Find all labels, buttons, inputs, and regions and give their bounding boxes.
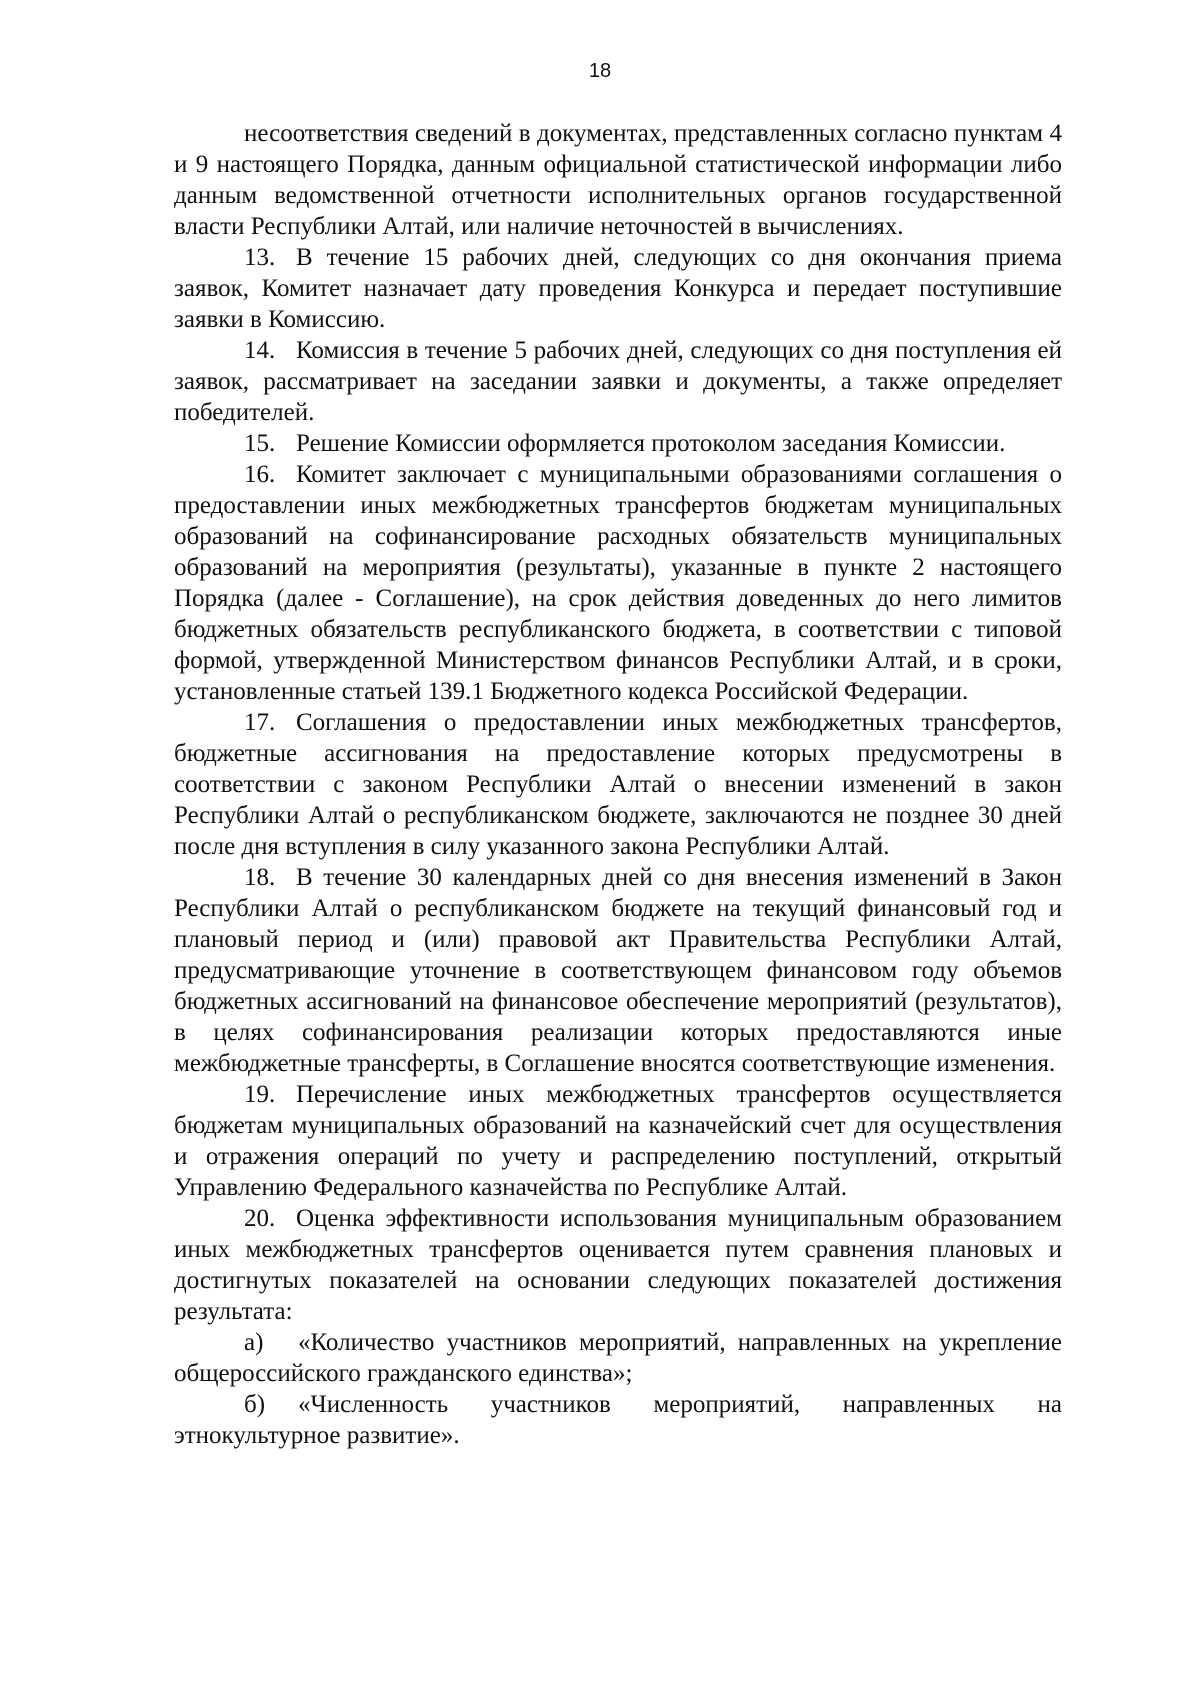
clause-text: Оценка эффективности использования муниципальным образованием иных межбюджетных трансфертов оценивается путем сравнения плановых и достигнутых показателей на основании следующих показателей достижения результата: (174, 1205, 1062, 1325)
page-number: 18 (588, 60, 612, 82)
clause-number: 13. (244, 244, 276, 271)
clause-number: 16. (244, 461, 276, 488)
subitem-b (174, 1389, 1062, 1451)
clause-16 (174, 459, 1062, 707)
clause-number: 14. (244, 337, 276, 364)
clause-text: Перечисление иных межбюджетных трансфертов осуществляется бюджетам муниципальных образований на казначейский счет для осуществления и отражения операций по учету и распределению поступлений, открытый Управлению Федерального казначейства по Республике Алтай. (174, 1081, 1062, 1201)
clause-number: 15. (244, 430, 276, 457)
clause-text: В течение 30 календарных дней со дня внесения изменений в Закон Республики Алтай о республиканском бюджете на текущий финансовый год и плановый период и (или) правовой акт Правительства Республики Алтай, предусматривающие уточнение в соответствующем финансовом году объемов бюджетных ассигнований на финансовое обеспечение мероприятий (результатов), в целях софинансирования реализации которых предоставляются иные межбюджетные трансферты, в Соглашение вносятся соответствующие изменения. (174, 864, 1062, 1077)
subitem-text: «Количество участников мероприятий, направленных на укрепление общероссийского гражданского единства»; (174, 1329, 1062, 1387)
clause-18 (174, 862, 1062, 1079)
clause-20 (174, 1203, 1062, 1327)
document-body (174, 118, 1062, 1451)
subitem-letter: а) (244, 1329, 264, 1356)
subitem-text: «Численность участников мероприятий, направленных на этнокультурное развитие». (174, 1391, 1062, 1449)
clause-19 (174, 1079, 1062, 1203)
clause-number: 20. (244, 1205, 276, 1232)
clause-14 (174, 335, 1062, 428)
clause-number: 19. (244, 1081, 276, 1108)
clause-number: 18. (244, 864, 276, 891)
lead-paragraph: несоответствия сведений в документах, представленных согласно пунктам 4 и 9 настоящего Порядка, данным официальной статистической информации либо данным ведомственной отчетности исполнительных органов государственной власти Республики Алтай, или наличие неточностей в вычислениях. (174, 120, 1062, 240)
clause-text: Соглашения о предоставлении иных межбюджетных трансфертов, бюджетные ассигнования на предоставление которых предусмотрены в соответствии с законом Республики Алтай о внесении изменений в закон Республики Алтай о республиканском бюджете, заключаются не позднее 30 дней после дня вступления в силу указанного закона Республики Алтай. (174, 709, 1062, 860)
subitem-a (174, 1327, 1062, 1389)
clause-number: 17. (244, 709, 276, 736)
clause-text: Комиссия в течение 5 рабочих дней, следующих со дня поступления ей заявок, рассматривает на заседании заявки и документы, а также определяет победителей. (174, 337, 1062, 426)
clause-text: В течение 15 рабочих дней, следующих со дня окончания приема заявок, Комитет назначает дату проведения Конкурса и передает поступившие заявки в Комиссию. (174, 244, 1062, 333)
clause-13 (174, 242, 1062, 335)
clause-17 (174, 707, 1062, 862)
clause-text: Комитет заключает с муниципальными образованиями соглашения о предоставлении иных межбюджетных трансфертов бюджетам муниципальных образований на софинансирование расходных обязательств муниципальных образований на мероприятия (результаты), указанные в пункте 2 настоящего Порядка (далее - Соглашение), на срок действия доведенных до него лимитов бюджетных обязательств республиканского бюджета, в соответствии с типовой формой, утвержденной Министерством финансов Республики Алтай, и в сроки, установленные статьей 139.1 Бюджетного кодекса Российской Федерации. (174, 461, 1062, 705)
clause-text: Решение Комиссии оформляется протоколом заседания Комиссии. (296, 430, 1006, 457)
subitem-letter: б) (244, 1391, 266, 1418)
clause-15 (174, 428, 1062, 459)
